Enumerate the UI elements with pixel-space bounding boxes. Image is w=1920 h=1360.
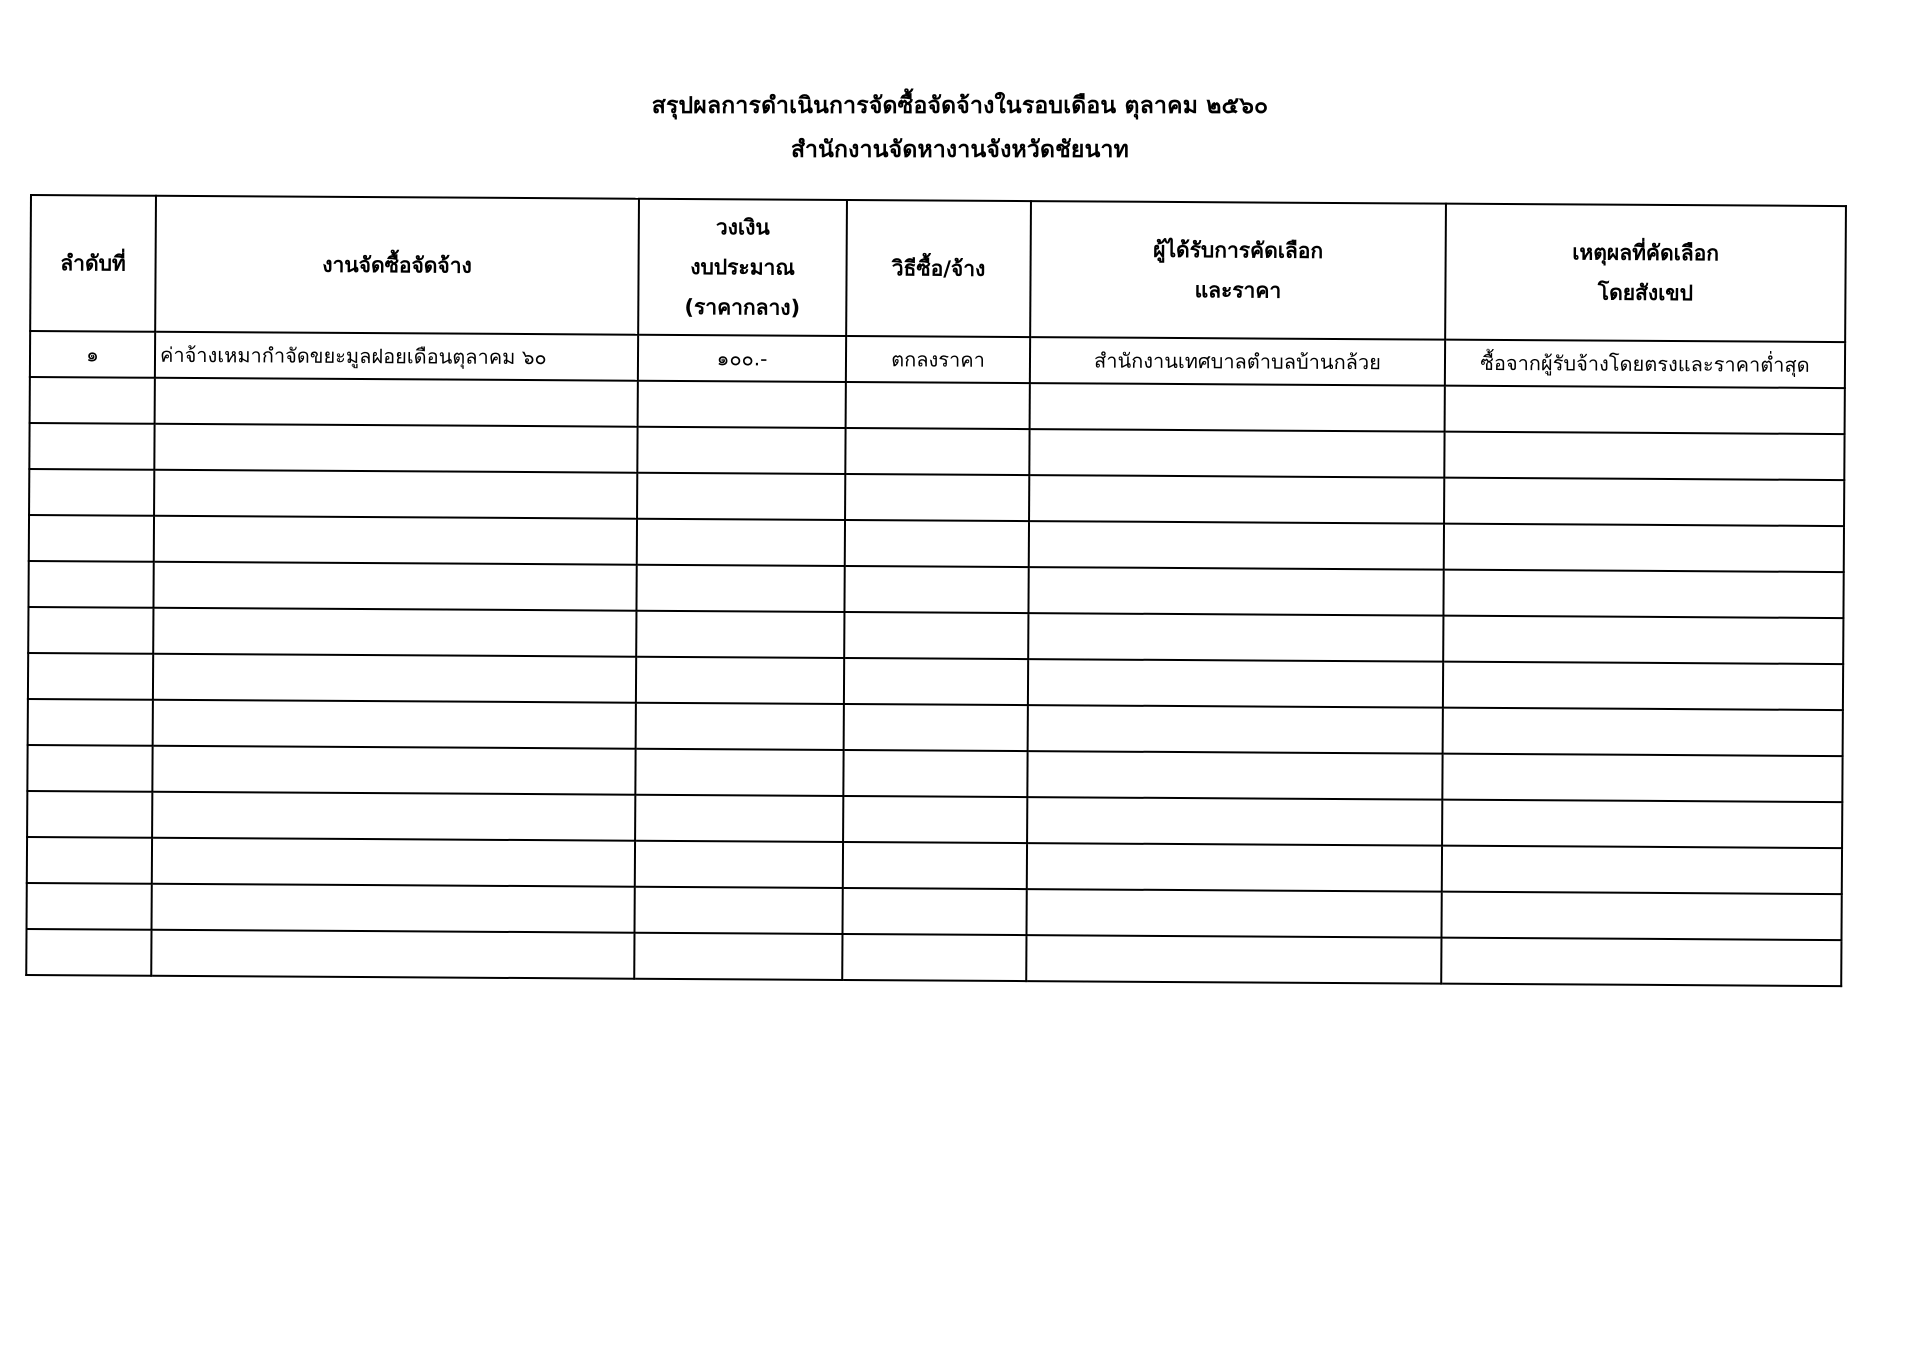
cell-budget (636, 611, 844, 658)
cell-reason (1444, 478, 1844, 526)
cell-no (28, 561, 153, 608)
cell-item (153, 562, 636, 611)
cell-winner: สำนักงานเทศบาลตำบลบ้านกล้วย (1030, 337, 1445, 386)
cell-no (27, 791, 152, 838)
document-title: สรุปผลการดำเนินการจัดซื้อจัดจ้างในรอบเดือน ตุลาคม ๒๕๖๐ (651, 93, 1269, 119)
cell-budget (634, 933, 842, 980)
cell-winner (1026, 889, 1441, 938)
cell-budget (637, 473, 845, 520)
cell-method: ตกลงราคา (846, 336, 1030, 383)
cell-no (30, 377, 155, 424)
cell-reason (1442, 800, 1842, 848)
cell-reason (1441, 938, 1841, 986)
cell-method (842, 888, 1026, 935)
header-reason-line: เหตุผลที่คัดเลือก (1572, 240, 1720, 266)
cell-method (845, 520, 1029, 567)
cell-method (843, 842, 1027, 889)
table-row (26, 929, 1841, 986)
header-row (30, 195, 1846, 342)
cell-winner (1029, 429, 1444, 478)
cell-item (153, 700, 636, 749)
cell-item (152, 838, 635, 887)
cell-winner (1028, 613, 1443, 662)
cell-budget (636, 703, 844, 750)
header-budget-line: งบประมาณ (690, 255, 795, 280)
cell-item (152, 792, 635, 841)
cell-reason (1445, 386, 1845, 434)
cell-reason: ซื้อจากผู้รับจ้างโดยตรงและราคาต่ำสุด (1445, 340, 1845, 388)
cell-reason (1443, 708, 1843, 756)
cell-method (844, 612, 1028, 659)
cell-no (27, 883, 152, 930)
header-no-line: ลำดับที่ (60, 251, 126, 276)
header-reason (1445, 204, 1846, 342)
cell-budget (634, 887, 842, 934)
cell-item: ค่าจ้างเหมากำจัดขยะมูลฝอยเดือนตุลาคม ๖๐ (155, 332, 638, 381)
cell-winner (1027, 843, 1442, 892)
cell-item (155, 378, 638, 427)
cell-no: ๑ (30, 331, 155, 378)
cell-item (153, 654, 636, 703)
cell-no (29, 423, 154, 470)
cell-budget (638, 381, 846, 428)
cell-item (154, 424, 637, 473)
cell-method (844, 658, 1028, 705)
table-header (30, 195, 1846, 342)
cell-reason (1444, 524, 1844, 572)
cell-method (843, 796, 1027, 843)
header-no (30, 195, 156, 332)
cell-method (845, 474, 1029, 521)
cell-winner (1028, 705, 1443, 754)
cell-budget (635, 841, 843, 888)
header-reason-line: โดยสังเขป (1597, 280, 1694, 306)
cell-no (27, 837, 152, 884)
header-item (155, 196, 639, 335)
cell-winner (1026, 935, 1441, 984)
cell-item (152, 746, 635, 795)
header-winner-line: และราคา (1194, 278, 1282, 303)
cell-method (846, 382, 1030, 429)
cell-method (842, 934, 1026, 981)
header-item-line: งานจัดซื้อจัดจ้าง (322, 252, 472, 278)
cell-reason (1443, 616, 1843, 664)
procurement-summary-table (25, 194, 1847, 987)
header-winner (1030, 201, 1446, 340)
cell-item (153, 608, 636, 657)
cell-budget (636, 565, 844, 612)
cell-winner (1027, 797, 1442, 846)
cell-item (151, 930, 634, 979)
cell-winner (1028, 567, 1443, 616)
cell-item (152, 884, 635, 933)
cell-winner (1027, 751, 1442, 800)
cell-budget (637, 519, 845, 566)
cell-winner (1028, 659, 1443, 708)
header-budget-line: วงเงิน (715, 215, 770, 240)
cell-item (154, 516, 637, 565)
cell-reason (1444, 432, 1844, 480)
cell-no (26, 929, 151, 976)
cell-winner (1030, 383, 1445, 432)
cell-winner (1029, 475, 1444, 524)
header-method-line: วิธีซื้อ/จ้าง (891, 256, 986, 281)
header-budget (638, 199, 847, 336)
cell-no (27, 745, 152, 792)
cell-no (28, 653, 153, 700)
cell-no (29, 515, 154, 562)
cell-item (154, 470, 637, 519)
cell-reason (1442, 846, 1842, 894)
cell-budget (636, 657, 844, 704)
cell-budget (635, 749, 843, 796)
header-winner-line: ผู้ได้รับการคัดเลือก (1153, 237, 1324, 263)
procurement-table-wrapper (25, 194, 1845, 987)
cell-reason (1442, 754, 1842, 802)
cell-budget (637, 427, 845, 474)
cell-no (28, 607, 153, 654)
cell-reason (1443, 662, 1843, 710)
cell-method (843, 750, 1027, 797)
header-budget-line: (ราคากลาง) (684, 295, 801, 320)
scan-artifact (975, 1350, 1665, 1360)
header-method (846, 200, 1031, 337)
cell-method (844, 704, 1028, 751)
cell-method (844, 566, 1028, 613)
cell-no (29, 469, 154, 516)
cell-budget: ๑๐๐.- (638, 335, 846, 382)
cell-budget (635, 795, 843, 842)
cell-reason (1443, 570, 1843, 618)
document-subtitle: สำนักงานจัดหางานจังหวัดชัยนาท (790, 137, 1130, 163)
table-body (26, 331, 1845, 986)
cell-method (845, 428, 1029, 475)
cell-reason (1441, 892, 1841, 940)
cell-no (28, 699, 153, 746)
cell-winner (1029, 521, 1444, 570)
